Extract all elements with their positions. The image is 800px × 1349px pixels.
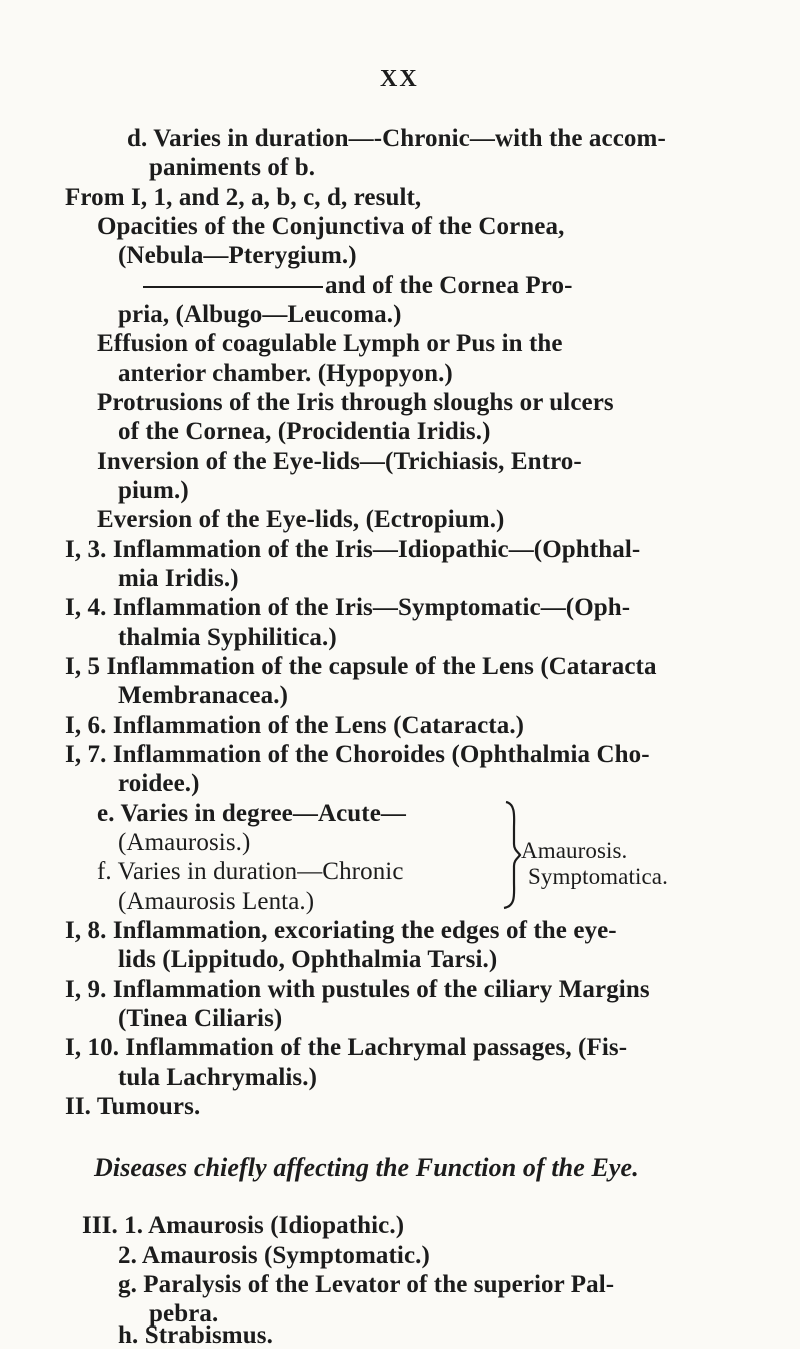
text-line: pium.) — [118, 477, 189, 504]
text-line: I, 7. Inflammation of the Choroides (Ophthalmia Cho- — [65, 741, 650, 768]
page-number: XX — [380, 66, 419, 92]
text-line: h. Strabismus. — [118, 1322, 273, 1349]
text-line: and of the Cornea Pro- — [325, 272, 573, 299]
group-label-amaurosis: Amaurosis. — [521, 838, 628, 863]
text-line: roidee.) — [118, 770, 200, 797]
text-line: 2. Amaurosis (Symptomatic.) — [118, 1242, 430, 1269]
text-line: Membranacea.) — [118, 682, 288, 709]
text-line-continued — [143, 271, 573, 301]
text-line: Protrusions of the Iris through sloughs or ulcers — [97, 389, 614, 416]
text-line: lids (Lippitudo, Ophthalmia Tarsi.) — [118, 946, 498, 973]
text-line: (Amaurosis.) — [118, 829, 251, 856]
text-line: Effusion of coagulable Lymph or Pus in the — [97, 330, 563, 357]
text-line: d. Varies in duration—-Chronic—with the accom- — [127, 125, 666, 152]
text-line: From I, 1, and 2, a, b, c, d, result, — [65, 184, 422, 211]
text-line: III. 1. Amaurosis (Idiopathic.) — [82, 1212, 405, 1239]
text-line: Opacities of the Conjunctiva of the Cornea, — [97, 213, 565, 240]
text-line: mia Iridis.) — [118, 565, 239, 592]
text-line: thalmia Syphilitica.) — [118, 624, 337, 651]
text-line: I, 3. Inflammation of the Iris—Idiopathic—(Ophthal- — [65, 536, 641, 563]
text-line: e. Varies in degree—Acute— — [97, 800, 407, 827]
text-line: II. Tumours. — [65, 1093, 201, 1120]
text-line: g. Paralysis of the Levator of the superior Pal- — [118, 1271, 615, 1298]
text-line: I, 4. Inflammation of the Iris—Symptomatic—(Oph- — [65, 594, 631, 621]
text-line: anterior chamber. (Hypopyon.) — [118, 360, 453, 387]
text-line: I, 10. Inflammation of the Lachrymal passages, (Fis- — [65, 1034, 628, 1061]
text-line: I, 5 Inflammation of the capsule of the Lens (Cataracta — [65, 653, 657, 680]
text-line: I, 6. Inflammation of the Lens (Cataracta.) — [65, 712, 525, 739]
text-line: pebra. — [149, 1300, 219, 1327]
section-heading: Diseases chiefly affecting the Function of the Eye. — [94, 1153, 639, 1182]
text-line: f. Varies in duration—Chronic — [97, 858, 404, 885]
text-line: tula Lachrymalis.) — [118, 1064, 318, 1091]
ditto-rule — [143, 286, 323, 288]
text-line: Inversion of the Eye-lids—(Trichiasis, Entro- — [97, 448, 582, 475]
text-line: (Tinea Ciliaris) — [118, 1005, 283, 1032]
group-label-symptomatica: Symptomatica. — [528, 864, 668, 889]
text-line: (Amaurosis Lenta.) — [118, 888, 315, 915]
text-line: of the Cornea, (Procidentia Iridis.) — [118, 418, 491, 445]
text-line: paniments of b. — [149, 154, 316, 181]
text-line: I, 9. Inflammation with pustules of the ciliary Margins — [65, 976, 650, 1003]
text-line: pria, (Albugo—Leucoma.) — [118, 301, 402, 328]
text-line: Eversion of the Eye-lids, (Ectropium.) — [97, 506, 505, 533]
text-line: (Nebula—Pterygium.) — [118, 242, 357, 269]
text-line: I, 8. Inflammation, excoriating the edges of the eye- — [65, 917, 617, 944]
